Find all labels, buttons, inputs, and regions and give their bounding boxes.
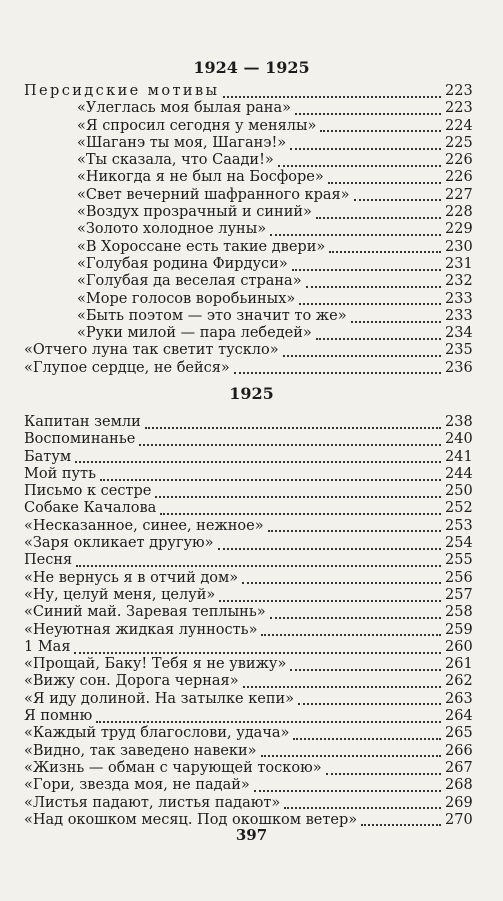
dot-leader — [354, 195, 441, 201]
toc-entry-page: 269 — [445, 794, 473, 811]
toc-entry-page: 260 — [445, 638, 473, 655]
toc-entry — [24, 239, 471, 256]
dot-leader — [328, 178, 441, 184]
toc-entry — [24, 639, 471, 656]
toc-entry — [24, 291, 471, 308]
toc-entry — [24, 587, 471, 604]
toc-entry-title: «Руки милой — пара лебедей» — [77, 325, 312, 342]
dot-leader — [270, 230, 441, 236]
toc-entry — [24, 100, 471, 117]
dot-leader — [292, 265, 441, 271]
toc-entry-title: «Я спросил сегодня у менялы» — [77, 117, 317, 134]
dot-leader — [326, 769, 441, 775]
toc-entry-page: 266 — [445, 742, 473, 759]
toc-entry — [24, 83, 471, 100]
toc-entry-page: 226 — [445, 152, 473, 169]
toc-entry-page: 232 — [445, 273, 473, 290]
dot-leader — [351, 317, 441, 323]
toc-entry-page: 223 — [445, 83, 473, 99]
dot-leader — [219, 596, 441, 602]
toc-entry-title: «Воздух прозрачный и синий» — [77, 204, 312, 221]
dot-leader — [290, 144, 441, 150]
toc-entry-title: Батум — [24, 448, 72, 465]
dot-leader — [316, 213, 441, 219]
dot-leader — [295, 109, 441, 115]
toc-entry-page: 244 — [445, 465, 473, 482]
toc-entry-title: «Гори, звезда моя, не падай» — [24, 777, 250, 794]
toc-entry-title: «Никогда я не был на Босфоре» — [77, 169, 324, 186]
toc-entry-title: «Синий май. Заревая теплынь» — [24, 604, 266, 621]
toc-entry-page: 255 — [445, 552, 473, 569]
toc-entry-page: 225 — [445, 134, 473, 151]
toc-entry — [24, 673, 471, 690]
toc-entry-page: 233 — [445, 290, 473, 307]
dot-leader — [155, 492, 441, 498]
toc-entry — [24, 518, 471, 535]
toc-entry — [24, 204, 471, 221]
dot-leader — [278, 161, 441, 167]
toc-entry-title: «Глупое сердце, не бейся» — [24, 359, 230, 376]
toc-entry-title: «Вижу сон. Дорога черная» — [24, 673, 239, 690]
toc-entry — [24, 449, 471, 466]
toc-entry-page: 268 — [445, 777, 473, 794]
dot-leader — [270, 613, 441, 619]
toc-entry-title: Собаке Качалова — [24, 500, 157, 517]
dot-leader — [160, 509, 441, 515]
toc-entry-title: «Отчего луна так светит тускло» — [24, 342, 279, 359]
toc-entry — [24, 535, 471, 552]
toc-entry-page: 234 — [445, 325, 473, 342]
toc-entry — [24, 795, 471, 812]
toc-entry-page: 231 — [445, 255, 473, 272]
toc-entry — [24, 273, 471, 290]
toc-entry — [24, 256, 471, 273]
toc-entry-title: «Каждый труд благослови, удача» — [24, 725, 290, 742]
dot-leader — [329, 247, 441, 253]
toc-entry-title: Мой путь — [24, 465, 96, 482]
toc-entry — [24, 360, 471, 377]
toc-entry-page: 259 — [445, 621, 473, 638]
dot-leader — [139, 440, 441, 446]
toc-entry-page: 241 — [445, 448, 473, 465]
dot-leader — [320, 126, 441, 132]
toc-entry-title: «Листья падают, листья падают» — [24, 794, 281, 811]
toc-entry-title: «Море голосов воробьиных» — [77, 290, 296, 307]
dot-leader — [96, 717, 441, 723]
toc-entry-title: Воспоминанье — [24, 431, 136, 448]
toc-entry — [24, 777, 471, 794]
toc-entry — [24, 604, 471, 621]
toc-entry-title: Я помню — [24, 708, 93, 725]
toc-entry-page: 256 — [445, 569, 473, 586]
page-number: 397 — [235, 826, 268, 844]
toc-entry — [24, 221, 471, 238]
toc-entry-title: «Голубая родина Фирдуси» — [77, 255, 288, 272]
toc-entry-title: Письмо к сестре — [24, 483, 152, 500]
dot-leader — [293, 734, 441, 740]
toc-entry-title: «В Хороссане есть такие двери» — [77, 238, 326, 255]
toc-entry-page: 223 — [445, 100, 473, 117]
toc-entry-title: «Неуютная жидкая лунность» — [24, 621, 258, 638]
toc-entry-page: 270 — [445, 811, 473, 828]
toc-entry-page: 257 — [445, 586, 473, 603]
toc-entry — [24, 708, 471, 725]
toc-entry-page: 253 — [445, 517, 473, 534]
toc-entry-title: «Шаганэ ты моя, Шаганэ!» — [77, 134, 287, 151]
dot-leader — [223, 92, 441, 98]
toc-entry — [24, 169, 471, 186]
toc-entry-title: «Прощай, Баку! Тебя я не увижу» — [24, 656, 287, 673]
toc-entry-page: 224 — [445, 117, 473, 134]
toc-entry-title: «Ну, целуй меня, целуй» — [24, 586, 216, 603]
dot-leader — [74, 648, 441, 654]
toc-entry-title: Песня — [24, 552, 73, 569]
dot-leader — [218, 544, 441, 550]
toc-entry — [24, 135, 471, 152]
toc-entry-title: 1 Мая — [24, 638, 71, 655]
dot-leader — [100, 475, 441, 481]
toc-list-1924-1925 — [24, 83, 471, 377]
toc-entry-page: 264 — [445, 708, 473, 725]
toc-entry — [24, 691, 471, 708]
toc-entry-title: «Заря окликает другую» — [24, 535, 214, 552]
toc-entry — [24, 187, 471, 204]
toc-entry-page: 236 — [445, 359, 473, 376]
toc-entry — [24, 570, 471, 587]
toc-entry-title: «Ты сказала, что Саади!» — [77, 152, 274, 169]
dot-leader — [316, 334, 441, 340]
toc-entry-title: «Золото холодное луны» — [77, 221, 267, 238]
toc-entry — [24, 342, 471, 359]
toc-entry-page: 265 — [445, 725, 473, 742]
dot-leader — [283, 351, 441, 357]
toc-entry-page: 230 — [445, 238, 473, 255]
toc-entry-page: 227 — [445, 186, 473, 203]
toc-entry — [24, 622, 471, 639]
toc-entry — [24, 743, 471, 760]
toc-entry-page: 263 — [445, 690, 473, 707]
toc-entry-page: 262 — [445, 673, 473, 690]
section-heading-1924-1925: 1924 — 1925 — [193, 58, 310, 77]
toc-entry-title: «Несказанное, синее, нежное» — [24, 517, 264, 534]
dot-leader — [234, 368, 441, 374]
toc-entry-page: 229 — [445, 221, 473, 238]
toc-entry — [24, 483, 471, 500]
toc-entry — [24, 431, 471, 448]
toc-entry-page: 254 — [445, 535, 473, 552]
toc-entry — [24, 152, 471, 169]
toc-entry-title: «Быть поэтом — это значит то же» — [77, 307, 347, 324]
toc-entry-title: «Я иду долиной. На затылке кепи» — [24, 690, 295, 707]
toc-entry-page: 233 — [445, 307, 473, 324]
section-heading-1925: 1925 — [229, 384, 274, 403]
dot-leader — [75, 457, 441, 463]
toc-entry-page: 258 — [445, 604, 473, 621]
toc-entry-title: «Видно, так заведено навеки» — [24, 742, 257, 759]
dot-leader — [268, 526, 441, 532]
toc-entry — [24, 656, 471, 673]
dot-leader — [254, 786, 441, 792]
toc-entry-page: 267 — [445, 759, 473, 776]
toc-entry-page: 228 — [445, 204, 473, 221]
toc-entry-title: «Жизнь — обман с чарующей тоскою» — [24, 759, 322, 776]
toc-entry-title: Персидские мотивы — [24, 83, 220, 99]
dot-leader — [242, 578, 441, 584]
toc-entry — [24, 308, 471, 325]
toc-entry-title: «Не вернусь я в отчий дом» — [24, 569, 239, 586]
toc-entry-title: «Голубая да веселая страна» — [77, 273, 302, 290]
toc-entry-page: 252 — [445, 500, 473, 517]
dot-leader — [290, 665, 441, 671]
dot-leader — [145, 423, 441, 429]
dot-leader — [261, 751, 441, 757]
toc-entry-title: «Свет вечерний шафранного края» — [77, 186, 350, 203]
toc-entry-page: 235 — [445, 342, 473, 359]
dot-leader — [284, 803, 441, 809]
dot-leader — [243, 682, 441, 688]
dot-leader — [298, 699, 441, 705]
toc-entry-title: Капитан земли — [24, 414, 141, 430]
toc-entry — [24, 325, 471, 342]
dot-leader — [299, 299, 441, 305]
toc-entry — [24, 760, 471, 777]
toc-entry-page: 238 — [445, 414, 473, 430]
toc-entry — [24, 414, 471, 431]
dot-leader — [306, 282, 441, 288]
toc-list-1925 — [24, 414, 471, 829]
toc-entry-title: «Над окошком месяц. Под окошком ветер» — [24, 811, 358, 828]
toc-entry-page: 261 — [445, 656, 473, 673]
toc-entry-page: 250 — [445, 483, 473, 500]
dot-leader — [76, 561, 441, 567]
dot-leader — [261, 630, 441, 636]
toc-entry — [24, 725, 471, 742]
toc-entry-page: 240 — [445, 431, 473, 448]
toc-entry — [24, 118, 471, 135]
toc-entry — [24, 466, 471, 483]
toc-entry — [24, 552, 471, 569]
toc-entry-page: 226 — [445, 169, 473, 186]
toc-entry — [24, 500, 471, 517]
toc-entry-title: «Улеглась моя былая рана» — [77, 100, 291, 117]
